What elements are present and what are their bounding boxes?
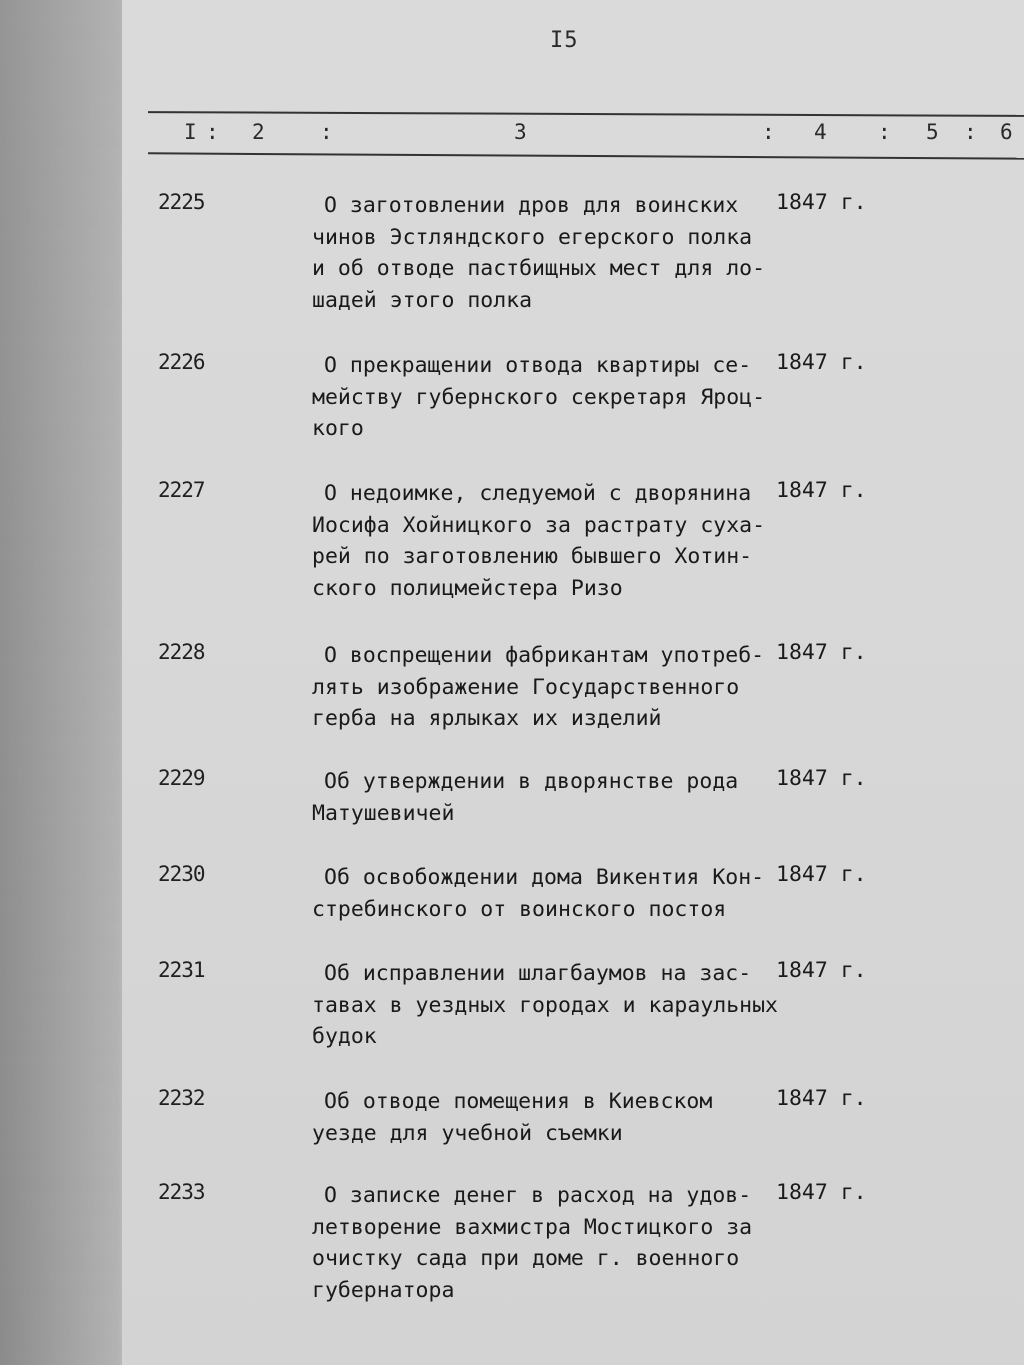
column-header-5: 5 bbox=[926, 120, 939, 144]
entry-number: 2229 bbox=[158, 766, 205, 790]
header-bottom-rule bbox=[148, 152, 1024, 159]
entry-title: О воспрещении фабрикантам употреб- лять изображение Государственного герба на ярлыках их изделий bbox=[312, 643, 765, 731]
previous-page-edge bbox=[0, 0, 124, 1365]
entry-date: 1847 г. bbox=[776, 478, 867, 503]
entry-number: 2230 bbox=[158, 862, 205, 886]
column-header-3: 3 bbox=[514, 120, 527, 144]
entry-number: 2228 bbox=[158, 640, 205, 664]
document-page bbox=[122, 0, 1024, 1365]
column-header-1: I bbox=[184, 120, 197, 144]
entry-date: 1847 г. bbox=[776, 862, 867, 887]
entry-number: 2233 bbox=[158, 1180, 205, 1204]
column-separator: : bbox=[206, 120, 219, 144]
column-header-6: 6 bbox=[1000, 120, 1013, 144]
header-top-rule bbox=[148, 111, 1024, 117]
entry-number: 2227 bbox=[158, 478, 205, 502]
entry-title: Об утверждении в дворянстве рода Матушевичей bbox=[312, 769, 739, 826]
entry-number: 2232 bbox=[158, 1086, 205, 1110]
entry-date: 1847 г. bbox=[776, 1086, 867, 1111]
column-separator: : bbox=[762, 120, 775, 144]
entry-date: 1847 г. bbox=[776, 640, 867, 665]
entry-date: 1847 г. bbox=[776, 1180, 867, 1205]
entry-title: О записке денег в расход на удов- летворение вахмистра Мостицкого за очистку сада при доме г. военного губернатора bbox=[312, 1183, 753, 1303]
entry-title: О прекращении отвода квартиры се- мейству губернского секретаря Яроц- кого bbox=[312, 353, 766, 441]
column-separator: : bbox=[320, 120, 333, 144]
entry-title: О заготовлении дров для воинских чинов Эстляндского егерского полка и об отводе пастбищных мест для ло- шадей этого полка bbox=[312, 193, 766, 313]
entry-title: Об исправлении шлагбаумов на зас- тавах в уездных городах и караульных будок bbox=[312, 961, 778, 1049]
entry-title: Об освобождении дома Викентия Кон- стребинского от воинского постоя bbox=[312, 865, 765, 922]
entry-title: О недоимке, следуемой с дворянина Иосифа Хойницкого за растрату суха- рей по заготовлению бывшего Хотин- ского полицмейстера Ризо bbox=[312, 481, 766, 601]
entry-title: Об отводе помещения в Киевском уезде для учебной съемки bbox=[312, 1089, 713, 1146]
column-separator: : bbox=[964, 120, 977, 144]
column-header-4: 4 bbox=[814, 120, 827, 144]
column-separator: : bbox=[878, 120, 891, 144]
entry-number: 2225 bbox=[158, 190, 205, 214]
column-header-2: 2 bbox=[252, 120, 265, 144]
entry-date: 1847 г. bbox=[776, 766, 867, 791]
entry-date: 1847 г. bbox=[776, 350, 867, 375]
entry-number: 2231 bbox=[158, 958, 205, 982]
entry-date: 1847 г. bbox=[776, 958, 867, 983]
page-number: I5 bbox=[550, 28, 579, 53]
entry-number: 2226 bbox=[158, 350, 205, 374]
entry-date: 1847 г. bbox=[776, 190, 867, 215]
